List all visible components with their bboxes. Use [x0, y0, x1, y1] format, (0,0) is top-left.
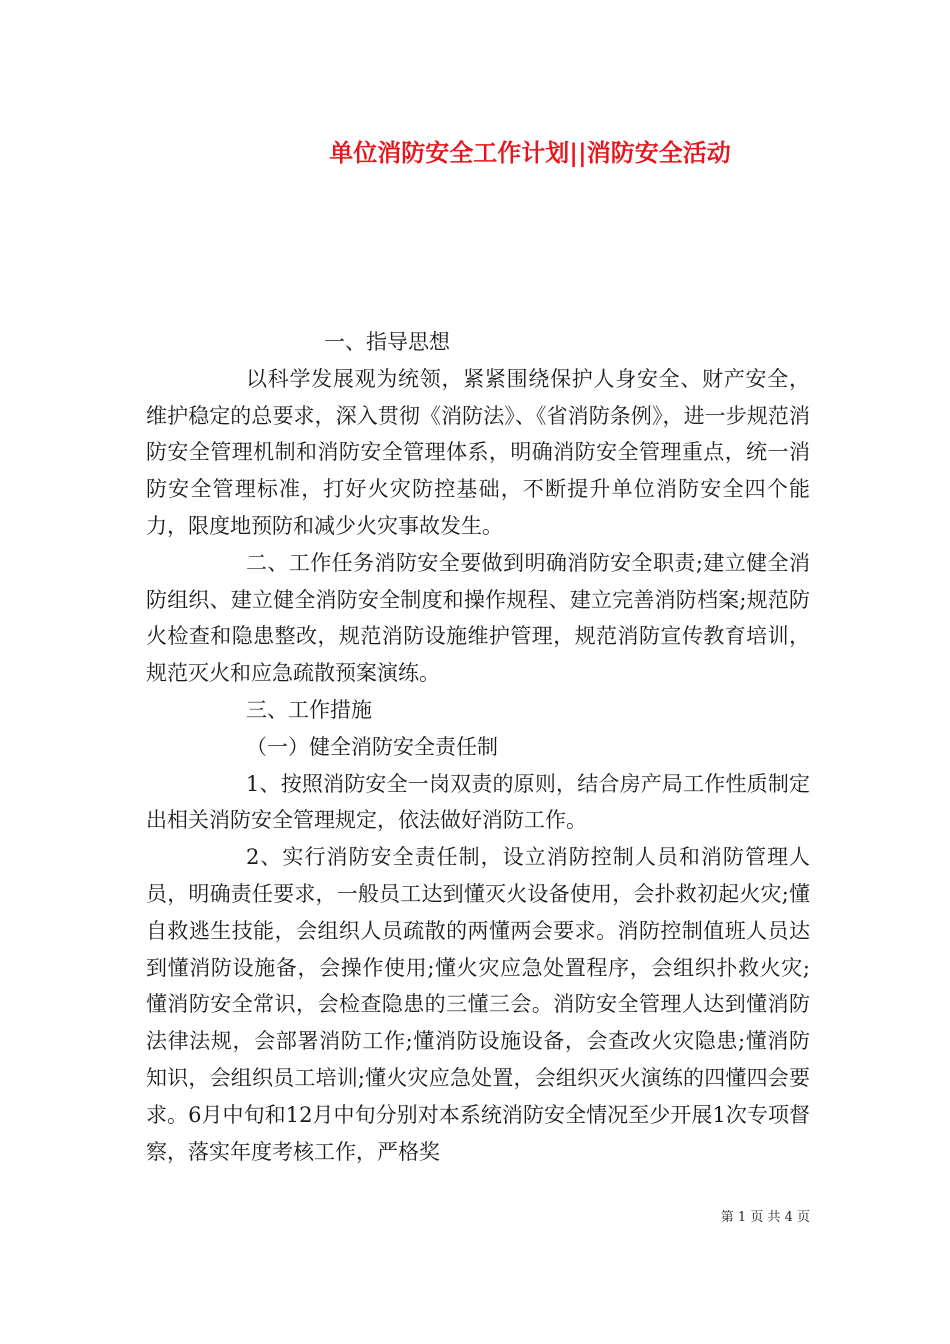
section-heading-guiding-ideology: 一、指导思想 — [324, 330, 450, 354]
paragraph-work-tasks: 二、工作任务消防安全要做到明确消防安全职责;建立健全消防组织、建立健全消防安全制度和操作规程、建立完善消防档案;规范防火检查和隐患整改，规范消防设施维护管理，规范消防宣传教育培训，规范灭火和应急疏散预案演练。 — [146, 550, 810, 686]
document-title: 单位消防安全工作计划||消防安全活动 — [329, 138, 731, 167]
subsection-heading-responsibility: （一）健全消防安全责任制 — [246, 734, 498, 759]
paragraph-measure-1: 1、按照消防安全一岗双责的原则，结合房产局工作性质制定出相关消防安全管理规定，依法做好消防工作。 — [146, 771, 810, 833]
paragraph-measure-2: 2、实行消防安全责任制，设立消防控制人员和消防管理人员，明确责任要求，一般员工达到懂灭火设备使用，会扑救初起火灾;懂自救逃生技能，会组织人员疏散的两懂两会要求。消防控制值班人员达到懂消防设施备，会操作使用;懂火灾应急处置程序，会组织扑救火灾;懂消防安全常识，会检查隐患的三懂三会。消防安全管理人达到懂消防法律法规，会部署消防工作;懂消防设施设备，会查改火灾隐患;懂消防知识，会组织员工培训;懂火灾应急处置，会组织灭火演练的四懂四会要求。6月中旬和12月中旬分别对本系统消防安全情况至少开展1次专项督察，落实年度考核工作，严格奖 — [146, 845, 810, 1164]
paragraph-guiding-ideology: 以科学发展观为统领，紧紧围绕保护人身安全、财产安全，维护稳定的总要求，深入贯彻《消防法》、《省消防条例》，进一步规范消防安全管理机制和消防安全管理体系，明确消防安全管理重点，统一消防安全管理标准，打好火灾防控基础，不断提升单位消防安全四个能力，限度地预防和减少火灾事故发生。 — [146, 366, 810, 538]
document-body — [146, 324, 810, 1170]
page-number: 第 1 页 共 4 页 — [720, 1210, 810, 1225]
section-heading-work-measures: 三、工作措施 — [246, 697, 372, 722]
